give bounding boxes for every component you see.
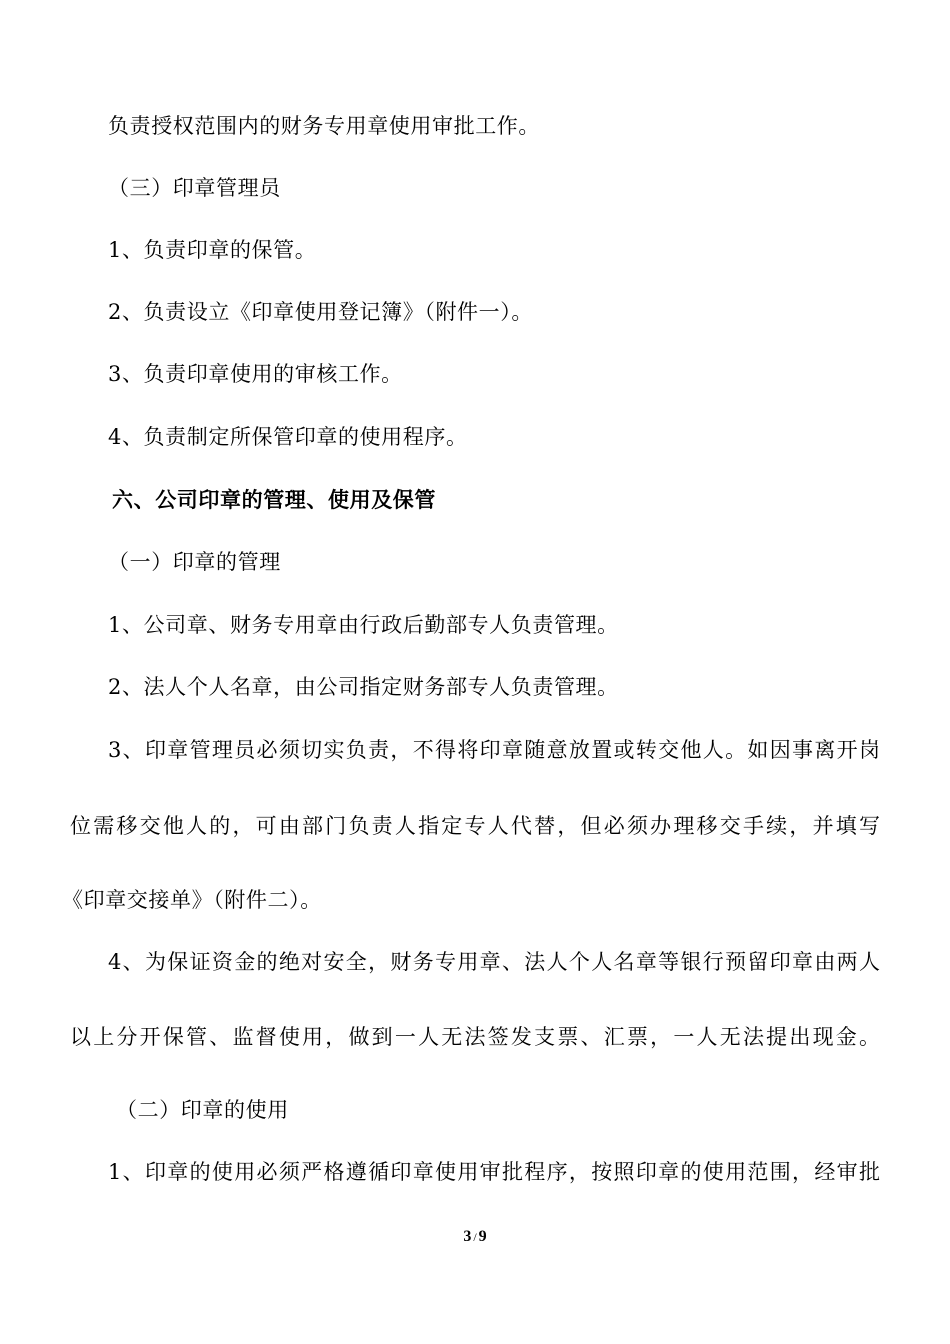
list-item: 1、负责印章的保管。: [108, 238, 317, 262]
list-item: 4、负责制定所保管印章的使用程序。: [108, 425, 468, 449]
list-item: 1、公司章、财务专用章由行政后勤部专人负责管理。: [108, 613, 619, 637]
page-current: 3: [463, 1228, 472, 1245]
paragraph-line: 4、为保证资金的绝对安全，财务专用章、法人个人名章等银行预留印章由两人: [108, 950, 880, 974]
subsection-heading: （一）印章的管理: [108, 550, 281, 574]
paragraph-line: 《印章交接单》（附件二）。: [62, 888, 322, 912]
page-separator: /: [473, 1230, 477, 1244]
list-item: 2、负责设立《印章使用登记簿》（附件一）。: [108, 300, 533, 324]
list-item: 2、法人个人名章，由公司指定财务部专人负责管理。: [108, 675, 619, 699]
list-item: 3、负责印章使用的审核工作。: [108, 362, 403, 386]
subsection-heading: （三）印章管理员: [108, 176, 281, 200]
paragraph-line: 1、印章的使用必须严格遵循印章使用审批程序，按照印章的使用范围，经审批: [108, 1160, 880, 1184]
page-number: [0, 1226, 950, 1248]
paragraph-line: 以上分开保管、监督使用，做到一人无法签发支票、汇票，一人无法提出现金。: [70, 1025, 880, 1049]
paragraph-line: 负责授权范围内的财务专用章使用审批工作。: [108, 114, 540, 138]
paragraph-line: 3、印章管理员必须切实负责，不得将印章随意放置或转交他人。如因事离开岗: [108, 738, 880, 762]
subsection-heading: （二）印章的使用: [116, 1098, 289, 1122]
page-total: 9: [478, 1228, 487, 1245]
paragraph-line: 位需移交他人的，可由部门负责人指定专人代替，但必须办理移交手续，并填写: [70, 814, 880, 838]
section-heading: 六、公司印章的管理、使用及保管: [112, 488, 436, 512]
